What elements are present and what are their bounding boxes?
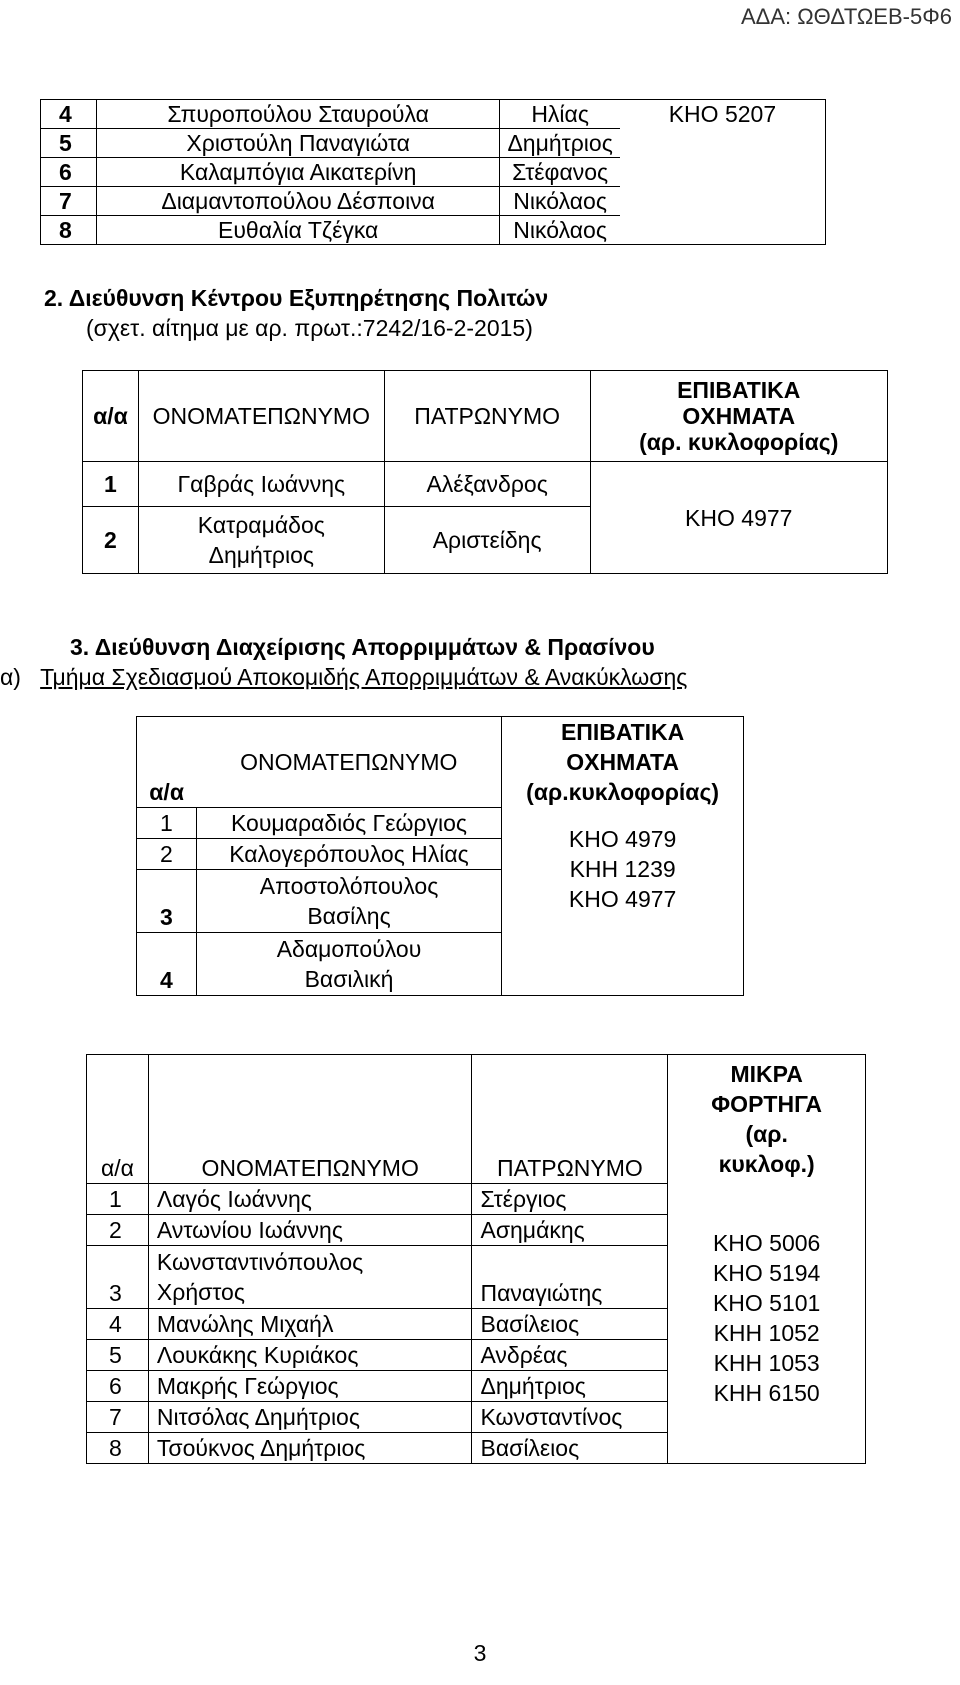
row-name-line1: Αδαμοπούλου xyxy=(276,936,422,962)
table-header-row xyxy=(83,371,888,462)
vehicle-plate: ΚΗΟ 4977 xyxy=(590,462,887,574)
header-vehicle-line4: κυκλοφ.) xyxy=(718,1151,815,1178)
section2-subtitle: (σχετ. αίτημα με αρ. πρωτ.:7242/16-2-2015) xyxy=(86,315,533,341)
row-number: 5 xyxy=(87,1340,149,1371)
row-number: 2 xyxy=(83,507,139,574)
section3-sub-prefix: α) xyxy=(0,664,21,690)
row-number: 8 xyxy=(87,1433,149,1464)
header-name: ΟΝΟΜΑΤΕΠΩΝΥΜΟ xyxy=(138,371,384,462)
row-name: Σπυροπούλου Σταυρούλα xyxy=(96,100,499,129)
row-number: 4 xyxy=(87,1309,149,1340)
header-vehicle-line2: ΟΧΗΜΑΤΑ xyxy=(566,749,679,776)
row-name: Μακρής Γεώργιος xyxy=(148,1371,472,1402)
row-number: 3 xyxy=(87,1246,149,1309)
header-father: ΠΑΤΡΩΝΥΜΟ xyxy=(472,1055,668,1184)
row-name: Καλαμπόγια Αικατερίνη xyxy=(96,158,499,187)
table-section3 xyxy=(136,716,744,996)
row-name: Καλογερόπουλος Ηλίας xyxy=(196,839,501,870)
table-section1-continued xyxy=(40,99,826,245)
table-section2 xyxy=(82,370,888,574)
header-vehicle xyxy=(590,371,887,462)
row-father: Βασίλειος xyxy=(472,1433,668,1464)
header-vehicle-line3: (αρ. κυκλοφορίας) xyxy=(639,429,839,455)
row-father: Αριστείδης xyxy=(384,507,590,574)
vehicle-plate: ΚΗΟ 4977 xyxy=(568,885,677,912)
row-name-line2: Δημήτριος xyxy=(208,542,314,568)
row-name xyxy=(148,1246,472,1309)
row-father: Ηλίας xyxy=(500,100,620,129)
header-vehicle-line1: ΜΙΚΡΑ xyxy=(730,1061,803,1088)
row-father: Δημήτριος xyxy=(472,1371,668,1402)
row-number: 1 xyxy=(83,462,139,507)
row-name: Μανώλης Μιχαήλ xyxy=(148,1309,472,1340)
row-number: 4 xyxy=(137,933,197,996)
row-name: Νιτσόλας Δημήτριος xyxy=(148,1402,472,1433)
header-vehicle-line2: ΟΧΗΜΑΤΑ xyxy=(682,403,796,429)
vehicle-plate: ΚΗΗ 1053 xyxy=(713,1349,820,1376)
header-vehicle xyxy=(668,1055,866,1184)
row-name: Αντωνίου Ιωάννης xyxy=(148,1215,472,1246)
vehicle-plate: ΚΗΗ 1239 xyxy=(569,855,676,882)
row-number: 1 xyxy=(87,1184,149,1215)
row-name: Χριστούλη Παναγιώτα xyxy=(96,129,499,158)
row-name-line2: Βασιλική xyxy=(304,966,394,992)
row-number: 6 xyxy=(87,1371,149,1402)
header-vehicle-line2: ΦΟΡΤΗΓΑ xyxy=(711,1091,822,1118)
row-number: 2 xyxy=(87,1215,149,1246)
vehicle-plate: ΚΗΟ 5006 xyxy=(712,1229,821,1256)
row-name-line2: Χρήστος xyxy=(156,1279,245,1305)
table-small-trucks xyxy=(86,1054,866,1464)
vehicle-plate: ΚΗΟ 5101 xyxy=(712,1289,821,1316)
row-name-line1: Αποστολόπουλος xyxy=(259,873,439,899)
header-no: α/α xyxy=(87,1055,149,1184)
header-name: ΟΝΟΜΑΤΕΠΩΝΥΜΟ xyxy=(196,717,501,808)
row-number: 8 xyxy=(41,216,97,245)
table-row xyxy=(137,808,744,839)
table-header-row xyxy=(137,717,744,808)
row-name-line1: Κωνσταντινόπουλος xyxy=(156,1249,364,1275)
row-father: Βασίλειος xyxy=(472,1309,668,1340)
vehicle-plate: ΚΗΗ 6150 xyxy=(713,1379,820,1406)
header-vehicle xyxy=(502,717,744,808)
vehicle-plates xyxy=(668,1184,866,1464)
header-no: α/α xyxy=(83,371,139,462)
row-name: Ευθαλία Τζέγκα xyxy=(96,216,499,245)
row-father: Κωνσταντίνος xyxy=(472,1402,668,1433)
row-number: 7 xyxy=(87,1402,149,1433)
header-vehicle-line1: ΕΠΙΒΑΤΙΚΑ xyxy=(560,719,685,746)
vehicle-plate: ΚΗΟ 4979 xyxy=(568,825,677,852)
vehicle-plate: ΚΗΟ 5194 xyxy=(712,1259,821,1286)
document-id: ΑΔΑ: ΩΘΔΤΩΕΒ-5Φ6 xyxy=(740,4,952,29)
row-number: 4 xyxy=(41,100,97,129)
row-name xyxy=(196,870,501,933)
table-header-row xyxy=(87,1055,866,1184)
row-number: 7 xyxy=(41,187,97,216)
row-number: 2 xyxy=(137,839,197,870)
row-name xyxy=(196,933,501,996)
section2-title: 2. Διεύθυνση Κέντρου Εξυπηρέτησης Πολιτών xyxy=(44,285,549,311)
page-number: 3 xyxy=(473,1640,487,1666)
table-row xyxy=(83,462,888,507)
row-name: Λουκάκης Κυριάκος xyxy=(148,1340,472,1371)
section3-sub-title: Τμήμα Σχεδιασμού Αποκομιδής Απορριμμάτων & Ανακύκλωσης xyxy=(40,664,688,690)
row-name: Διαμαντοπούλου Δέσποινα xyxy=(96,187,499,216)
row-name: Κουμαραδιός Γεώργιος xyxy=(196,808,501,839)
row-father: Ανδρέας xyxy=(472,1340,668,1371)
section3-subheading xyxy=(0,662,687,692)
row-father: Νικόλαος xyxy=(500,216,620,245)
header-vehicle-line1: ΕΠΙΒΑΤΙΚΑ xyxy=(677,377,801,403)
header-father: ΠΑΤΡΩΝΥΜΟ xyxy=(384,371,590,462)
row-number: 3 xyxy=(137,870,197,933)
row-name: Γαβράς Ιωάννης xyxy=(138,462,384,507)
row-father: Νικόλαος xyxy=(500,187,620,216)
vehicle-plates xyxy=(502,808,744,996)
header-name: ΟΝΟΜΑΤΕΠΩΝΥΜΟ xyxy=(148,1055,472,1184)
row-father: Δημήτριος xyxy=(500,129,620,158)
row-father: Παναγιώτης xyxy=(472,1246,668,1309)
row-father: Στέργιος xyxy=(472,1184,668,1215)
header-vehicle-line3: (αρ. xyxy=(745,1121,788,1148)
row-name-line1: Κατραμάδος xyxy=(197,512,325,538)
row-name xyxy=(138,507,384,574)
header-vehicle-line3: (αρ.κυκλοφορίας) xyxy=(526,779,720,806)
row-father: Αλέξανδρος xyxy=(384,462,590,507)
row-father: Ασημάκης xyxy=(472,1215,668,1246)
table-row xyxy=(87,1184,866,1215)
header-no: α/α xyxy=(137,717,197,808)
row-number: 5 xyxy=(41,129,97,158)
row-number: 1 xyxy=(137,808,197,839)
vehicle-plate: ΚΗΗ 1052 xyxy=(713,1319,820,1346)
table-row xyxy=(41,100,826,129)
row-name-line2: Βασίλης xyxy=(307,903,391,929)
row-number: 6 xyxy=(41,158,97,187)
row-father: Στέφανος xyxy=(500,158,620,187)
section3-title: 3. Διεύθυνση Διαχείρισης Απορριμμάτων & Πρασίνου xyxy=(70,634,655,660)
row-name: Τσούκνος Δημήτριος xyxy=(148,1433,472,1464)
vehicle-plate: ΚΗΟ 5207 xyxy=(620,100,826,245)
row-name: Λαγός Ιωάννης xyxy=(148,1184,472,1215)
